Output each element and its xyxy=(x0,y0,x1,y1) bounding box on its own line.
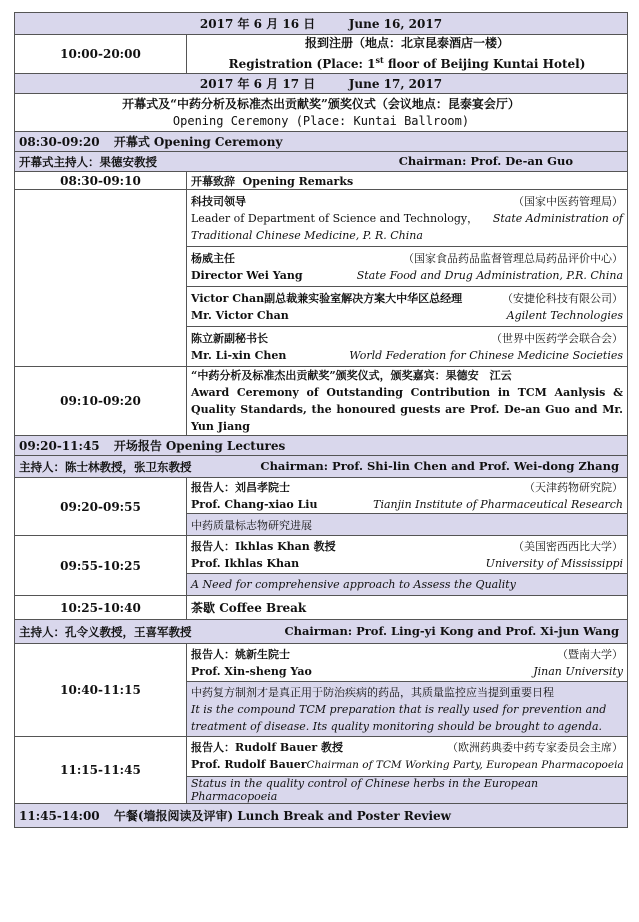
chair2-en: Chairman: Prof. Ling-yi Kong and Prof. Xi-jun Wang xyxy=(284,623,620,638)
speaker-4-name-en: Mr. Li-xin Chen xyxy=(191,348,287,362)
schedule-table xyxy=(14,12,628,828)
speaker-3 xyxy=(187,287,628,327)
chair2-cell xyxy=(15,620,628,644)
talk1-cn: 报告人：刘昌孝院士 xyxy=(191,480,290,494)
speaker-1-en-c: Traditional Chinese Medicine, P. R. China xyxy=(191,228,423,242)
talk3-topic-cn: 中药复方制剂才是真正用于防治疾病的药品，其质量监控应当提到重要日程 xyxy=(191,685,554,699)
talk1-topic: 中药质量标志物研究进展 xyxy=(187,514,628,536)
day1-date-cell xyxy=(15,13,628,35)
remarks-en: Opening Remarks xyxy=(242,174,354,188)
remarks-cell xyxy=(187,172,628,190)
ceremony-title-cn: 开幕式及“中药分析及标准杰出贡献奖”颁奖仪式（会议地点：昆泰宴会厅） xyxy=(122,96,520,111)
speaker-3-name-en: Mr. Victor Chan xyxy=(191,308,289,322)
chair1-cn: 主持人：陈士林教授，张卫东教授 xyxy=(19,459,192,474)
speaker-2 xyxy=(187,247,628,287)
speaker-2-name-cn: 杨威主任 xyxy=(191,251,235,265)
opening-title-cn: 开幕式 xyxy=(113,135,150,149)
speaker-1-title: 科技司领导 xyxy=(191,194,246,208)
talk1-org-en: Tianjin Institute of Pharmaceutical Research xyxy=(373,497,624,511)
speaker-4-name-cn: 陈立新副秘书长 xyxy=(191,331,268,345)
speaker-2-org-cn: （国家食品药品监督管理总局药品评价中心） xyxy=(403,251,624,265)
talk4-topic: Status in the quality control of Chinese herbs in the European Pharmacopoeia xyxy=(187,777,628,804)
lunch-time: 11:45-14:00 xyxy=(19,809,100,823)
chair1-cell xyxy=(15,456,628,478)
speaker-3-org-en: Agilent Technologies xyxy=(506,308,624,322)
ceremony-title-en: Opening Ceremony (Place: Kuntai Ballroom) xyxy=(172,113,470,128)
day1-date-en: June 16, 2017 xyxy=(348,17,443,31)
talk3-cn: 报告人：姚新生院士 xyxy=(191,647,290,661)
talk3-org-en: Jinan University xyxy=(533,664,624,678)
day2-date-cell xyxy=(15,74,628,94)
lectures-title-en: Opening Lectures xyxy=(165,439,286,453)
speaker-2-org-en: State Food and Drug Administration, P.R. China xyxy=(356,268,624,282)
talk2-topic: A Need for comprehensive approach to Assess the Quality xyxy=(187,574,628,596)
talk4-org-cn: （欧洲药典委中药专家委员会主席） xyxy=(447,741,624,754)
speaker-4-org-en: World Federation for Chinese Medicine Societies xyxy=(349,348,624,362)
talk1-en: Prof. Chang-xiao Liu xyxy=(191,497,318,511)
opening-section-cell xyxy=(15,132,628,152)
speaker-1-en-b: State Administration of xyxy=(492,211,624,225)
ceremony-heading-row xyxy=(15,94,628,132)
award-en: Award Ceremony of Outstanding Contribution in TCM Aanlysis & Quality Standards, the honoured guests are Prof. De-an Guo and Mr. Yun Jiang xyxy=(191,386,624,433)
lectures-time: 09:20-11:45 xyxy=(19,439,100,453)
day1-date-cn: 2017 年 6 月 16 日 xyxy=(199,17,316,31)
remarks-time: 08:30-09:10 xyxy=(15,172,187,190)
speaker-3-org-cn: （安捷伦科技有限公司） xyxy=(502,291,624,305)
remarks-cn: 开幕致辞 xyxy=(191,174,235,188)
talk4-en: Prof. Rudolf Bauer xyxy=(191,758,307,771)
opening-time: 08:30-09:20 xyxy=(19,135,100,149)
talk3-topic xyxy=(187,682,628,737)
talk4-org-en: Chairman of TCM Working Party, European Pharmacopoeia xyxy=(306,759,624,771)
day2-date-cn: 2017 年 6 月 17 日 xyxy=(199,77,316,91)
talk1-row xyxy=(15,478,628,514)
coffee-en: Coffee Break xyxy=(219,601,307,615)
speaker-1-org: （国家中医药管理局） xyxy=(513,194,624,208)
day2-date-row xyxy=(15,74,628,94)
opening-chair-cell xyxy=(15,152,628,172)
opening-title-en: Opening Ceremony xyxy=(153,135,283,149)
speaker-2-name-en: Director Wei Yang xyxy=(191,268,303,282)
lunch-row xyxy=(15,804,628,828)
opening-host-cn: 开幕式主持人：果德安教授 xyxy=(19,154,157,169)
talk2-org-en: University of Mississippi xyxy=(485,556,624,570)
chair2-row xyxy=(15,620,628,644)
registration-en: Registration (Place: 1st floor of Beijing Kuntai Hotel) xyxy=(228,55,586,71)
talk3-row xyxy=(15,644,628,682)
lectures-section-row xyxy=(15,436,628,456)
speaker-1-en-a: Leader of Department of Science and Technology， xyxy=(191,211,479,225)
award-cn: “中药分析及标准杰出贡献奖”颁奖仪式，颁奖嘉宾：果德安 江云 xyxy=(191,369,512,382)
talk2-time: 09:55-10:25 xyxy=(15,536,187,596)
chair2-cn: 主持人：孔令义教授，王喜军教授 xyxy=(19,624,192,639)
talk4-cn: 报告人：Rudolf Bauer 教授 xyxy=(191,741,343,754)
talk2-cn: 报告人：Ikhlas Khan 教授 xyxy=(191,539,336,553)
coffee-time: 10:25-10:40 xyxy=(15,596,187,620)
lectures-title-cn: 开场报告 xyxy=(113,439,162,453)
talk3-time: 10:40-11:15 xyxy=(15,644,187,737)
award-time: 09:10-09:20 xyxy=(15,367,187,436)
talk1-speaker xyxy=(187,478,628,514)
talk3-org-cn: （暨南大学） xyxy=(557,647,624,661)
coffee-cell xyxy=(187,596,628,620)
opening-section-row xyxy=(15,132,628,152)
talk1-org-cn: （天津药物研究院） xyxy=(524,480,624,494)
speaker-4-org-cn: （世界中医药学会联合会） xyxy=(491,331,624,345)
day1-date-row xyxy=(15,13,628,35)
talk4-time: 11:15-11:45 xyxy=(15,737,187,804)
award-cell xyxy=(187,367,628,436)
talk2-en: Prof. Ikhlas Khan xyxy=(191,556,300,570)
opening-chair-en: Chairman: Prof. De-an Guo xyxy=(398,153,574,168)
coffee-row xyxy=(15,596,628,620)
lunch-cell xyxy=(15,804,628,828)
talk4-speaker xyxy=(187,737,628,777)
opening-chair-row xyxy=(15,152,628,172)
speaker-1 xyxy=(187,190,628,247)
registration-time: 10:00-20:00 xyxy=(15,35,187,74)
chair1-row xyxy=(15,456,628,478)
talk2-speaker xyxy=(187,536,628,574)
ceremony-heading-cell xyxy=(15,94,628,132)
registration-cn: 报到注册（地点：北京昆泰酒店一楼） xyxy=(305,36,510,50)
registration-row xyxy=(15,35,628,74)
talk3-topic-en: It is the compound TCM preparation that is really used for prevention and treatment of disease. Its quality monitoring should be brought to agenda. xyxy=(191,702,607,733)
award-row xyxy=(15,367,628,436)
registration-cell xyxy=(187,35,628,74)
speaker-3-name-cn: Victor Chan副总裁兼实验室解决方案大中华区总经理 xyxy=(191,291,463,305)
lectures-section-cell xyxy=(15,436,628,456)
talk2-row xyxy=(15,536,628,574)
talk4-row xyxy=(15,737,628,777)
chair1-en: Chairman: Prof. Shi-lin Chen and Prof. Wei-dong Zhang xyxy=(260,458,620,473)
speaker-4 xyxy=(187,327,628,367)
speaker-row-1 xyxy=(15,190,628,247)
talk3-en: Prof. Xin-sheng Yao xyxy=(191,664,312,678)
talk2-org-cn: （美国密西西比大学） xyxy=(513,539,624,553)
talk1-time: 09:20-09:55 xyxy=(15,478,187,536)
lunch-en: Lunch Break and Poster Review xyxy=(237,809,451,823)
talk3-speaker xyxy=(187,644,628,682)
lunch-cn: 午餐(墙报阅读及评审) xyxy=(113,809,234,823)
remarks-row xyxy=(15,172,628,190)
day2-date-en: June 17, 2017 xyxy=(348,77,443,91)
coffee-cn: 茶歇 xyxy=(191,601,216,615)
